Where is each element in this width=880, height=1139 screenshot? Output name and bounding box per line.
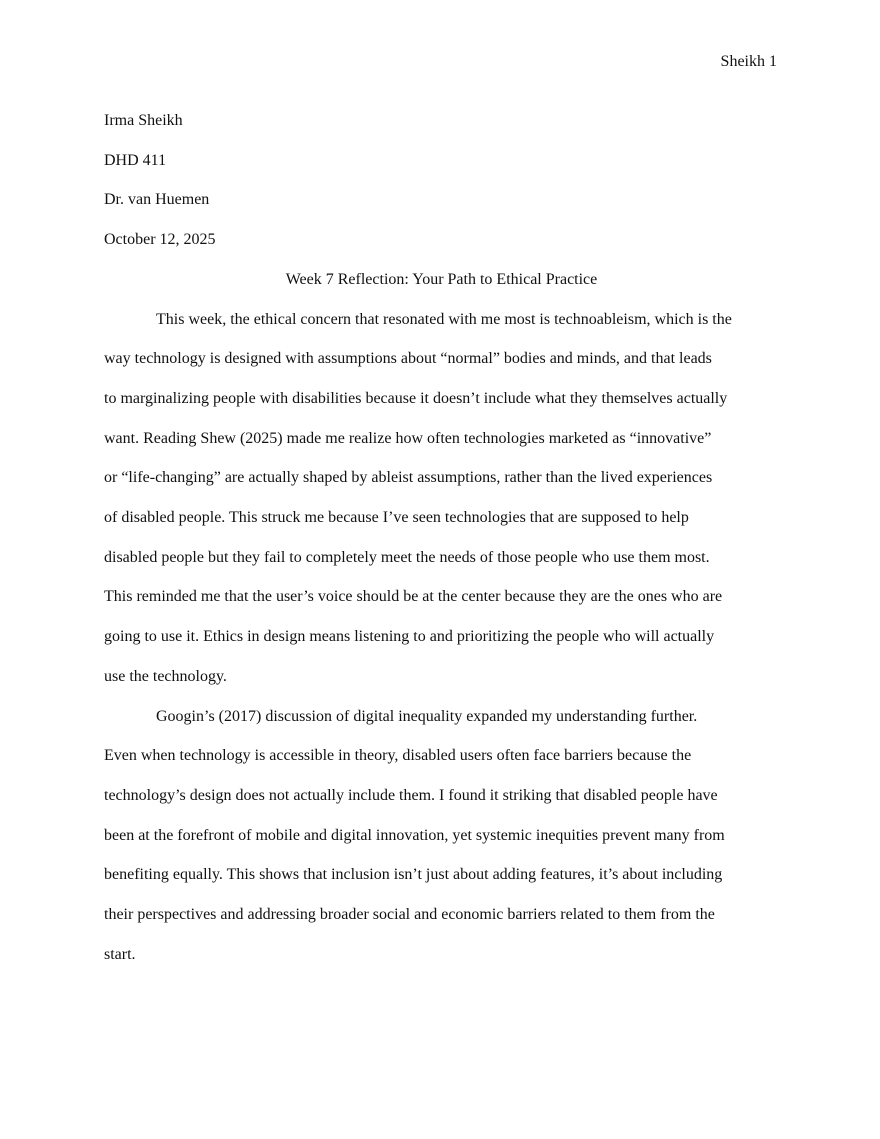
paragraph-line: to marginalizing people with disabilities because it doesn’t include what they themselves actually <box>104 389 728 407</box>
paragraph-line: disabled people but they fail to completely meet the needs of those people who use them most. <box>104 548 710 566</box>
document-body <box>104 101 779 974</box>
paragraph-line: This week, the ethical concern that resonated with me most is technoableism, which is the <box>156 310 732 328</box>
submission-date: October 12, 2025 <box>104 231 216 249</box>
paragraph-line: of disabled people. This struck me because I’ve seen technologies that are supposed to help <box>104 509 689 527</box>
paragraph-line: use the technology. <box>104 667 227 685</box>
paragraph-line: benefiting equally. This shows that inclusion isn’t just about adding features, it’s about including <box>104 866 723 884</box>
instructor-name: Dr. van Huemen <box>104 191 210 209</box>
author-name: Irma Sheikh <box>104 112 183 129</box>
paragraph-1 <box>104 300 779 697</box>
paragraph-line: This reminded me that the user’s voice should be at the center because they are the ones who are <box>104 588 723 606</box>
paragraph-line: or “life-changing” are actually shaped by ableist assumptions, rather than the lived experiences <box>104 469 713 487</box>
paragraph-line: going to use it. Ethics in design means listening to and prioritizing the people who will actually <box>104 628 715 646</box>
document-title: Week 7 Reflection: Your Path to Ethical Practice <box>285 270 598 288</box>
running-head: Sheikh 1 <box>720 53 777 70</box>
paragraph-line: Even when technology is accessible in theory, disabled users often face barriers because the <box>104 747 692 765</box>
paragraph-2 <box>104 697 779 975</box>
paragraph-line: their perspectives and addressing broader social and economic barriers related to them from the <box>104 906 715 924</box>
paragraph-line: technology’s design does not actually include them. I found it striking that disabled people have <box>104 786 718 804</box>
course-code: DHD 411 <box>104 151 167 169</box>
paragraph-line: want. Reading Shew (2025) made me realize how often technologies marketed as “innovative” <box>104 429 712 447</box>
paragraph-line: Googin’s (2017) discussion of digital inequality expanded my understanding further. <box>156 707 698 725</box>
paragraph-line: been at the forefront of mobile and digital innovation, yet systemic inequities prevent many from <box>104 826 725 844</box>
paragraph-line: way technology is designed with assumptions about “normal” bodies and minds, and that leads <box>104 350 712 368</box>
paragraph-line: start. <box>104 945 136 963</box>
